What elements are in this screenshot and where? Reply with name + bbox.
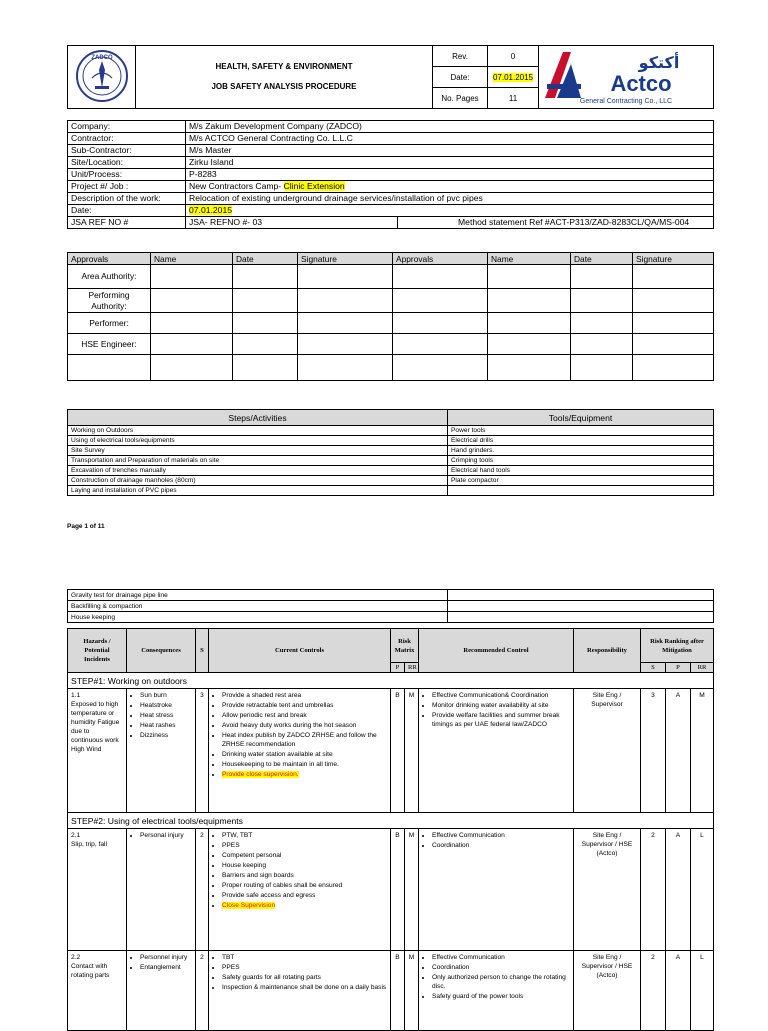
recommended-control-item: • Coordination <box>432 841 570 850</box>
recommended-control-item: • Effective Communication <box>432 831 570 840</box>
step-row <box>68 486 714 496</box>
responsibility-cell: Site Eng / Supervisor / HSE (Actco) <box>574 951 641 1031</box>
approval-cell <box>233 289 298 313</box>
signature-cell <box>298 289 393 313</box>
ranking-rr-cell: M <box>691 689 714 813</box>
rev-label: Rev. <box>433 46 488 67</box>
signature-cell <box>298 265 393 289</box>
zadco-logo-icon <box>74 48 130 104</box>
step-tool: Electrical hand tools <box>448 466 714 476</box>
approvals-header-cell: Date <box>571 253 633 265</box>
info-label: Company: <box>68 121 186 133</box>
consequence-item: • Sun burn <box>140 691 192 700</box>
current-control-item: • House keeping <box>222 861 387 870</box>
date-value: 07.01.2015 <box>488 67 539 88</box>
risk-rating-cell: M <box>405 829 419 951</box>
signature-cell <box>633 334 714 355</box>
svg-text:General Contracting Co., LLC: General Contracting Co., LLC <box>579 98 673 105</box>
approval-cell <box>571 265 633 289</box>
probability-cell: B <box>391 689 405 813</box>
approval-role-right <box>393 334 488 355</box>
step-row <box>68 436 714 446</box>
step-row <box>68 612 714 623</box>
approval-cell <box>233 334 298 355</box>
current-control-item: • Safety guards for all rotating parts <box>222 973 387 982</box>
approvals-header-cell: Approvals <box>393 253 488 265</box>
approval-role-right <box>393 265 488 289</box>
ranking-rr-cell: L <box>691 829 714 951</box>
hazard-row <box>68 829 714 951</box>
current-controls-cell <box>209 689 391 813</box>
step-activity: Backfilling & compaction <box>68 601 448 612</box>
hazard-row <box>68 951 714 1031</box>
approval-role-right <box>393 289 488 313</box>
approval-role: Area Authority: <box>68 265 151 289</box>
step-row <box>68 476 714 486</box>
info-label: Sub-Contractor: <box>68 145 186 157</box>
approval-cell <box>151 289 233 313</box>
recommended-control-item: • Only authorized person to change the rotating disc. <box>432 973 570 991</box>
signature-cell <box>298 334 393 355</box>
recommended-control-item: • Coordination <box>432 963 570 972</box>
approvals-table <box>67 252 714 381</box>
step-activity: Excavation of trenches manually <box>68 466 448 476</box>
svg-text:Actco: Actco <box>610 71 672 96</box>
consequences-col-header: Consequences <box>127 629 196 673</box>
approvals-header-row <box>68 253 714 265</box>
current-control-item: • Drinking water station available at site <box>222 750 387 759</box>
signature-cell <box>633 355 714 381</box>
approval-cell <box>233 313 298 334</box>
info-row-description: Description of the work: Relocation of existing underground drainage services/installation of pvc pipes <box>68 193 714 205</box>
project-info-table <box>67 120 714 229</box>
rank-s-subheader: S <box>641 663 666 673</box>
ranking-p-cell: A <box>666 951 691 1031</box>
ranking-s-cell: 3 <box>641 689 666 813</box>
info-label: Unit/Process: <box>68 169 186 181</box>
step-tool <box>448 486 714 496</box>
info-value: M/s Zakum Development Company (ZADCO) <box>186 121 714 133</box>
ranking-s-cell: 2 <box>641 951 666 1031</box>
approval-cell <box>571 313 633 334</box>
consequence-item: • Heat stress <box>140 711 192 720</box>
approval-cell <box>571 355 633 381</box>
current-control-item: • Housekeeping to be maintain in all time. <box>222 760 387 769</box>
probability-cell: B <box>391 829 405 951</box>
probability-cell: B <box>391 951 405 1031</box>
recommended-control-item: • Effective Communication& Coordination <box>432 691 570 700</box>
info-value: Zirku Island <box>186 157 714 169</box>
hazards-col-header: Hazards / Potential Incidents <box>68 629 127 673</box>
approval-row <box>68 313 714 334</box>
actco-logo-icon <box>541 46 711 106</box>
info-row-date: Date: 07.01.2015 <box>68 205 714 217</box>
info-label: Contractor: <box>68 133 186 145</box>
approval-role: Performing Authority: <box>68 289 151 313</box>
title-line-2: JOB SAFETY ANALYSIS PROCEDURE <box>211 82 357 91</box>
current-controls-col-header: Current Controls <box>209 629 391 673</box>
approval-role <box>68 355 151 381</box>
risk-rating-cell: M <box>405 951 419 1031</box>
step-row <box>68 446 714 456</box>
step-activity: Working on Outdoors <box>68 426 448 436</box>
current-control-item: • Provide retractable tent and umbrellas <box>222 701 387 710</box>
consequence-item: • Dizziness <box>140 731 192 740</box>
current-control-item: • Avoid heavy duty works during the hot season <box>222 721 387 730</box>
approval-cell <box>151 334 233 355</box>
info-row <box>68 157 714 169</box>
pages-value: 11 <box>488 88 539 109</box>
current-control-item: • Allow periodic rest and break <box>222 711 387 720</box>
current-control-item: • PPES <box>222 963 387 972</box>
rank-rr-subheader: RR <box>691 663 714 673</box>
approval-row <box>68 265 714 289</box>
current-controls-cell <box>209 951 391 1031</box>
zadco-logo <box>68 46 136 109</box>
info-row <box>68 121 714 133</box>
severity-cell: 2 <box>196 951 209 1031</box>
info-value: P-8283 <box>186 169 714 181</box>
severity-cell: 2 <box>196 829 209 951</box>
approval-cell <box>488 355 571 381</box>
consequence-item: • Heatstroke <box>140 701 192 710</box>
info-row-project: Project #/ Job : New Contractors Camp- Clinic Extension <box>68 181 714 193</box>
steps-header: Steps/Activities <box>68 410 448 426</box>
approval-cell <box>488 289 571 313</box>
approval-role: Performer: <box>68 313 151 334</box>
recommended-control-cell <box>419 829 574 951</box>
title-line-1: HEALTH, SAFETY & ENVIRONMENT <box>215 62 353 71</box>
current-control-item-highlight: • Provide close supervision. <box>222 770 387 779</box>
approval-cell <box>151 355 233 381</box>
approval-cell <box>488 334 571 355</box>
risk-ranking-col-header: Risk Ranking after Mitigation <box>641 629 714 663</box>
info-label: Site/Location: <box>68 157 186 169</box>
approval-cell <box>151 265 233 289</box>
step-row <box>68 426 714 436</box>
info-value: M/s ACTCO General Contracting Co. L.L.C <box>186 133 714 145</box>
current-control-item: • Inspection & maintenance shall be done on a daily basis <box>222 983 387 992</box>
approvals-header-cell: Name <box>151 253 233 265</box>
current-controls-cell <box>209 829 391 951</box>
tools-header: Tools/Equipment <box>448 410 714 426</box>
step-activity: Transportation and Preparation of materials on site <box>68 456 448 466</box>
step-tool <box>448 601 714 612</box>
approval-cell <box>151 313 233 334</box>
responsibility-cell: Site Eng / Supervisor / HSE (Actco) <box>574 829 641 951</box>
info-value: M/s Master <box>186 145 714 157</box>
approval-cell <box>488 265 571 289</box>
approvals-header-cell: Date <box>233 253 298 265</box>
approval-role: HSE Engineer: <box>68 334 151 355</box>
consequence-item: • Personnel injury <box>140 953 192 962</box>
step-row <box>68 466 714 476</box>
hazard-cell: 1.1 Exposed to high temperature or humidity Fatigue due to continuous work High Wind <box>68 689 127 813</box>
approval-cell <box>571 289 633 313</box>
risk-matrix-col-header: Risk Matrix <box>391 629 419 663</box>
info-row <box>68 133 714 145</box>
rr-subheader: RR <box>405 663 419 673</box>
info-row-jsa: JSA REF NO # JSA- REFNO #- 03 Method statement Ref #ACT-P313/ZAD-8283CL/QA/MS-004 <box>68 217 714 229</box>
approvals-header-cell: Approvals <box>68 253 151 265</box>
hazard-row <box>68 689 714 813</box>
consequence-item: • Entanglement <box>140 963 192 972</box>
document-header <box>67 45 714 109</box>
step2-title: STEP#2: Using of electrical tools/equipments <box>68 813 714 829</box>
approval-role-right <box>393 313 488 334</box>
steps-tools-table <box>67 409 714 496</box>
info-row <box>68 145 714 157</box>
current-control-item: • PTW, TBT <box>222 831 387 840</box>
steps-tools-table-continued <box>67 589 714 623</box>
page-number: Page 1 of 11 <box>67 523 105 530</box>
consequence-item: • Personal injury <box>140 831 192 840</box>
ranking-p-cell: A <box>666 829 691 951</box>
step-activity: Construction of drainage manholes (80cm) <box>68 476 448 486</box>
step-activity: Site Survey <box>68 446 448 456</box>
recommended-control-item: • Monitor drinking water availability at site <box>432 701 570 710</box>
info-row <box>68 169 714 181</box>
approval-row <box>68 289 714 313</box>
approval-row <box>68 355 714 381</box>
consequences-cell <box>127 951 196 1031</box>
step-activity: Gravity test for drainage pipe line <box>68 590 448 601</box>
responsibility-col-header: Responsibility <box>574 629 641 673</box>
step-row <box>68 601 714 612</box>
current-control-item: • Proper routing of cables shall be ensured <box>222 881 387 890</box>
ranking-s-cell: 2 <box>641 829 666 951</box>
approvals-header-cell: Signature <box>298 253 393 265</box>
step-activity: Using of electrical tools/equipments <box>68 436 448 446</box>
step-row <box>68 590 714 601</box>
pages-label: No. Pages <box>433 88 488 109</box>
current-control-item: • Barriers and sign boards <box>222 871 387 880</box>
rank-p-subheader: P <box>666 663 691 673</box>
ranking-rr-cell: L <box>691 951 714 1031</box>
current-control-item: • TBT <box>222 953 387 962</box>
approval-cell <box>233 265 298 289</box>
hazard-cell: 2.2 Contact with rotating parts <box>68 951 127 1031</box>
step-tool: Plate compactor <box>448 476 714 486</box>
severity-cell: 3 <box>196 689 209 813</box>
ranking-p-cell: A <box>666 689 691 813</box>
current-control-item: • Provide safe access and egress <box>222 891 387 900</box>
approvals-header-cell: Name <box>488 253 571 265</box>
consequences-cell <box>127 689 196 813</box>
recommended-control-col-header: Recommended Control <box>419 629 574 673</box>
recommended-control-item: • Safety guard of the power tools <box>432 992 570 1001</box>
step-activity: Laying and installation of PVC pipes <box>68 486 448 496</box>
step-tool <box>448 612 714 623</box>
recommended-control-cell <box>419 951 574 1031</box>
signature-cell <box>298 313 393 334</box>
approval-cell <box>233 355 298 381</box>
p-subheader: P <box>391 663 405 673</box>
rev-value: 0 <box>488 46 539 67</box>
signature-cell <box>633 289 714 313</box>
severity-col-header: S <box>196 629 209 673</box>
consequence-item: • Heat rashes <box>140 721 192 730</box>
current-control-item: • Heat index publish by ZADCO ZRHSE and follow the ZRHSE recommendation <box>222 731 387 749</box>
svg-text:أكتكو: أكتكو <box>638 53 680 72</box>
hazard-cell: 2.1 Slip, trip, fall <box>68 829 127 951</box>
step-tool: Crimping tools <box>448 456 714 466</box>
approvals-header-cell: Signature <box>633 253 714 265</box>
signature-cell <box>633 265 714 289</box>
step1-title: STEP#1: Working on outdoors <box>68 673 714 689</box>
step-row <box>68 456 714 466</box>
recommended-control-cell <box>419 689 574 813</box>
approval-cell <box>488 313 571 334</box>
current-control-item: • Competent personal <box>222 851 387 860</box>
svg-text:ZADCO: ZADCO <box>90 55 113 61</box>
risk-rating-cell: M <box>405 689 419 813</box>
approval-cell <box>571 334 633 355</box>
step-tool: Electrical drills <box>448 436 714 446</box>
approval-role-right <box>393 355 488 381</box>
step-tool <box>448 590 714 601</box>
approval-row <box>68 334 714 355</box>
actco-logo <box>539 46 714 109</box>
step-tool: Power tools <box>448 426 714 436</box>
hazard-analysis-table <box>67 628 714 1031</box>
date-label: Date: <box>433 67 488 88</box>
responsibility-cell: Site Eng / Supervisor <box>574 689 641 813</box>
step-activity: House keeping <box>68 612 448 623</box>
current-control-item: • PPES <box>222 841 387 850</box>
consequences-cell <box>127 829 196 951</box>
recommended-control-item: • Effective Communication <box>432 953 570 962</box>
signature-cell <box>633 313 714 334</box>
current-control-item-highlight: • Close Supervision <box>222 901 387 910</box>
current-control-item: • Provide a shaded rest area <box>222 691 387 700</box>
document-title <box>136 46 433 109</box>
step-tool: Hand grinders. <box>448 446 714 456</box>
signature-cell <box>298 355 393 381</box>
recommended-control-item: • Provide welfare facilities and summer break timings as per UAE federal law/ZADCO <box>432 711 570 729</box>
